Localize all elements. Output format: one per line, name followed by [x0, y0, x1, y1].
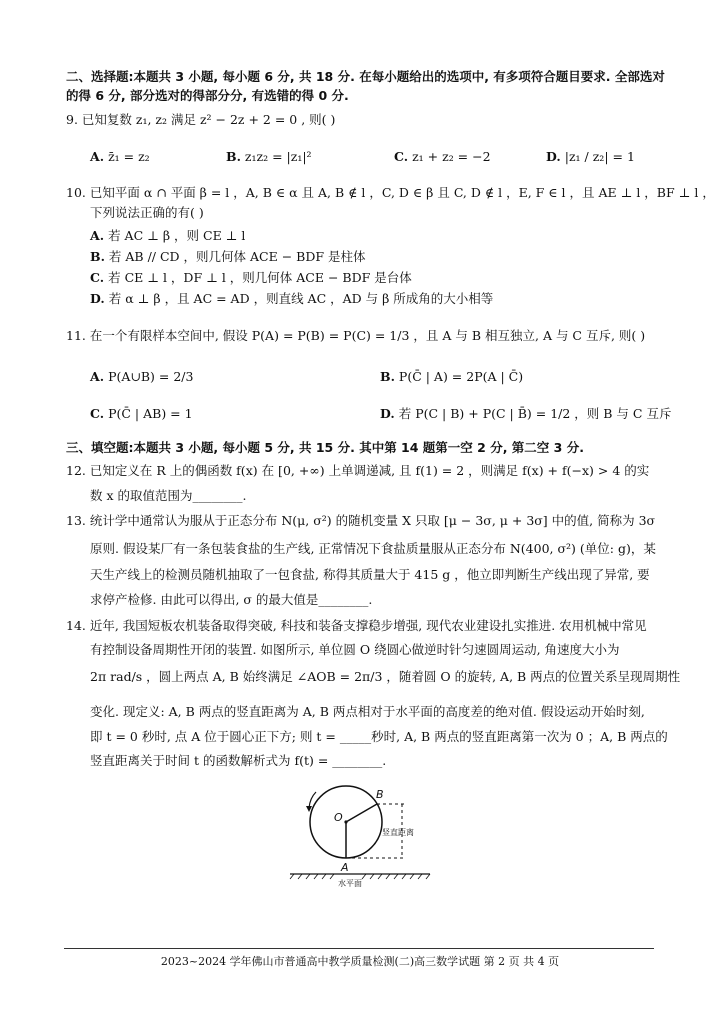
- q11-option-c: [90, 405, 193, 423]
- q9-option-a: [90, 148, 150, 166]
- q14-line2: 有控制设备周期性开闭的装置. 如图所示, 单位圆 O 绕圆心做逆时针匀速圆周运动, 角速度大小为: [90, 642, 620, 657]
- q14-line4: 变化. 现定义: A, B 两点的竖直距离为 A, B 两点相对于水平面的高度差的绝对值. 假设运动开始时刻,: [90, 704, 645, 719]
- label-a: A: [341, 861, 349, 874]
- q10-option-b-text: 若 AB // CD ，则几何体 ACE − BDF 是柱体: [108, 249, 366, 264]
- q9-option-c: [394, 148, 491, 166]
- q13-line1: 13. 统计学中通常认为服从于正态分布 N(μ, σ²) 的随机变量 X 只取 [μ − 3σ, μ + 3σ] 中的值, 简称为 3σ: [66, 513, 656, 528]
- q13-line2: 原则. 假设某厂有一条包装食盐的生产线, 正常情况下食盐质量服从正态分布 N(400, σ²) (单位: g)，某: [90, 541, 656, 556]
- center-point: [344, 820, 347, 823]
- q10-option-d: [90, 290, 493, 308]
- q10-stem-line2: 下列说法正确的有( ): [90, 205, 204, 220]
- q9-option-c-text: z₁ + z₂ = −2: [412, 149, 491, 164]
- q14-line3: 2π rad/s ，圆上两点 A, B 始终满足 ∠AOB = 2π/3 ，随着圆 O 的旋转, A, B 两点的位置关系呈现周期性: [90, 669, 681, 684]
- q11-option-b-text: P(C̄ | A) = 2P(A | C̄): [398, 369, 524, 384]
- q11-option-a: [90, 368, 193, 386]
- q10-option-a: [90, 227, 245, 245]
- q11-stem: 11. 在一个有限样本空间中, 假设 P(A) = P(B) = P(C) = 1/3 ，且 A 与 B 相互独立, A 与 C 互斥, 则( ): [66, 328, 646, 343]
- q10-option-a-text: 若 AC ⊥ β ，则 CE ⊥ l: [108, 228, 246, 243]
- q9-option-a-label: A.: [90, 149, 105, 164]
- q14-line1: 14. 近年, 我国短板农机装备取得突破, 科技和装备支撑稳步增强, 现代农业建设扎实推进. 农用机械中常见: [66, 618, 647, 633]
- rotation-arrow-icon: [306, 792, 316, 812]
- q9-option-b: [226, 148, 312, 166]
- radius-ob: [346, 804, 377, 822]
- section2-header-line1: 二、选择题:本题共 3 小题, 每小题 6 分, 共 18 分. 在每小题给出的选项中, 有多项符合题目要求. 全部选对: [66, 69, 665, 84]
- q9-option-d: [546, 148, 635, 166]
- q11-option-d: [380, 405, 671, 423]
- q10-option-d-text: 若 α ⊥ β ，且 AC = AD ，则直线 AC ，AD 与 β 所成角的大小相等: [108, 291, 494, 306]
- q10-option-b-label: B.: [90, 249, 105, 264]
- q9-option-b-label: B.: [226, 149, 241, 164]
- label-b: B: [376, 788, 384, 801]
- label-o: O: [334, 811, 343, 824]
- q10-option-c: [90, 269, 412, 287]
- q11-option-d-label: D.: [380, 406, 395, 421]
- q14-figure: [280, 778, 450, 890]
- q9-option-a-text: z̄₁ = z₂: [108, 149, 150, 164]
- section3-header: 三、填空题:本题共 3 小题, 每小题 5 分, 共 15 分. 其中第 14 题第一空 2 分, 第二空 3 分.: [66, 440, 584, 455]
- q11-option-c-label: C.: [90, 406, 105, 421]
- q13-line4: 求停产检修. 由此可以得出, σ 的最大值是________.: [90, 592, 373, 607]
- q11-option-b: [380, 368, 523, 386]
- q12-line1: 12. 已知定义在 R 上的偶函数 f(x) 在 [0, +∞) 上单调递减, 且 f(1) = 2 ，则满足 f(x) + f(−x) > 4 的实: [66, 463, 650, 478]
- page-footer: 2023~2024 学年佛山市普通高中教学质量检测(二)高三数学试题 第 2 页 共 4 页: [160, 955, 560, 968]
- q9-stem: 9. 已知复数 z₁, z₂ 满足 z² − 2z + 2 = 0 , 则( ): [66, 112, 336, 127]
- q13-line3: 天生产线上的检测员随机抽取了一包食盐, 称得其质量大于 415 g ，他立即判断生产线出现了异常, 要: [90, 567, 650, 582]
- q11-option-d-text: 若 P(C | B) + P(C | B̄) = 1/2 ，则 B 与 C 互斥: [398, 406, 672, 421]
- q10-stem-line1: 10. 已知平面 α ∩ 平面 β = l ，A, B ∈ α 且 A, B ∉ l ，C, D ∈ β 且 C, D ∉ l ，E, F ∈ l ，且 AE ⊥ l ，BF ⊥ l ，: [66, 185, 715, 200]
- q14-line5: 即 t = 0 秒时, 点 A 位于圆心正下方; 则 t = _____秒时, A, B 两点的竖直距离第一次为 0 ；A, B 两点的: [90, 729, 668, 744]
- vertical-distance-label: 竖直距离: [382, 828, 414, 837]
- q11-option-a-label: A.: [90, 369, 105, 384]
- q9-option-d-text: |z₁ / z₂| = 1: [564, 149, 635, 164]
- q10-option-b: [90, 248, 366, 266]
- q9-option-d-label: D.: [546, 149, 561, 164]
- q10-option-a-label: A.: [90, 228, 105, 243]
- footer-rule: [64, 948, 654, 949]
- q10-option-c-label: C.: [90, 270, 105, 285]
- q11-option-b-label: B.: [380, 369, 395, 384]
- q10-option-c-text: 若 CE ⊥ l ，DF ⊥ l ，则几何体 ACE − BDF 是台体: [108, 270, 412, 285]
- q12-line2: 数 x 的取值范围为________.: [90, 488, 247, 503]
- q9-option-b-text: z₁z₂ = |z₁|²: [244, 149, 312, 164]
- section2-header-line2: 的得 6 分, 部分选对的得部分分, 有选错的得 0 分.: [66, 88, 349, 103]
- q11-option-c-text: P(C̄ | AB) = 1: [108, 406, 193, 421]
- q9-option-c-label: C.: [394, 149, 409, 164]
- q14-line6: 竖直距离关于时间 t 的函数解析式为 f(t) = ________.: [90, 753, 387, 768]
- q11-option-a-text: P(A∪B) = 2/3: [108, 369, 194, 384]
- ground-label: 水平面: [338, 879, 362, 888]
- q10-option-d-label: D.: [90, 291, 105, 306]
